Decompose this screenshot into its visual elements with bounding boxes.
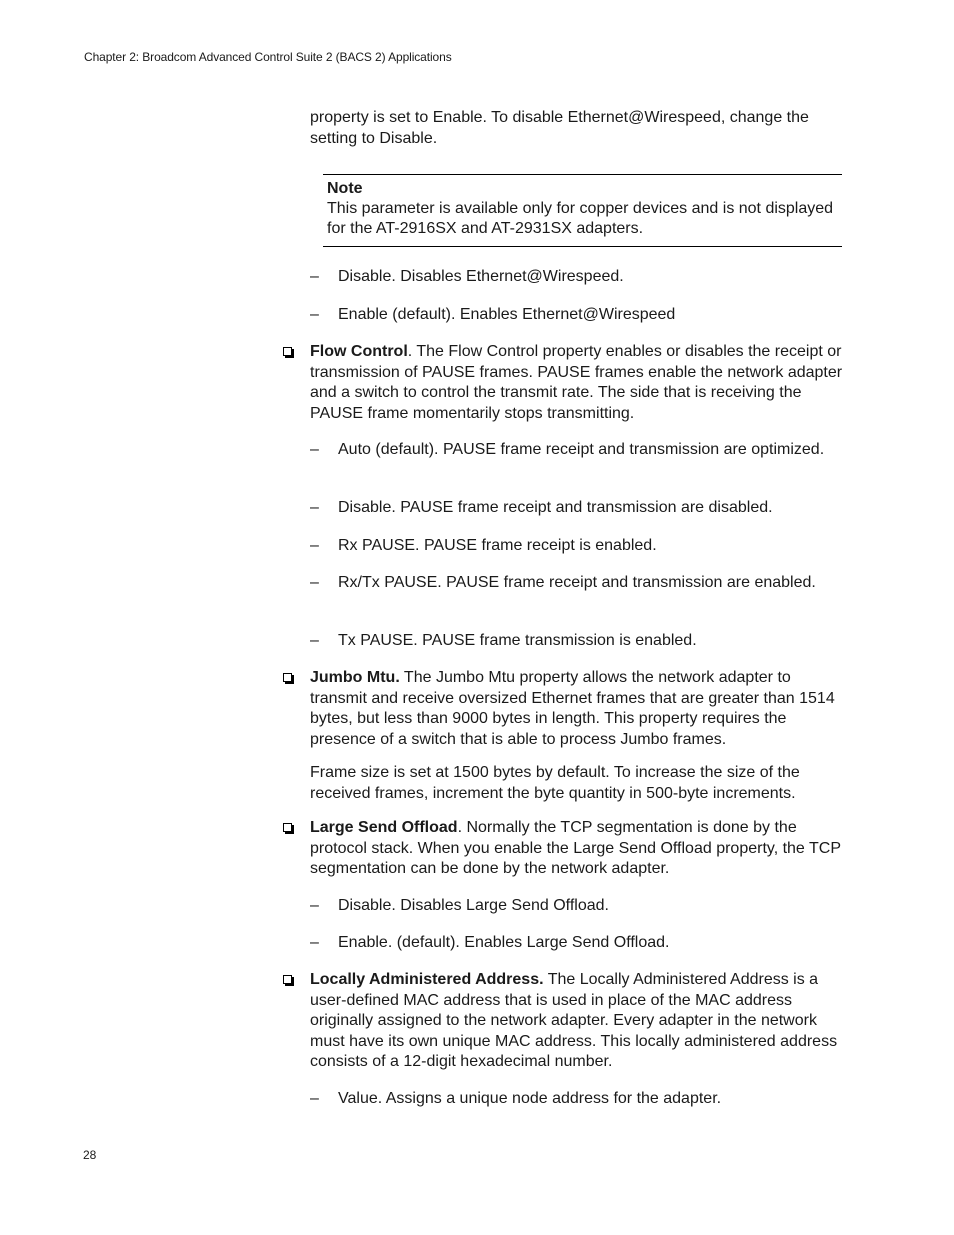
option-text: Auto (default). PAUSE frame receipt and transmission are optimized. bbox=[338, 441, 825, 458]
term-description: . The Flow Control property enables or disables the receipt or transmission of PAUSE frames. PAUSE frames enable the network adapter and a switch to control the transmit rate. The side that is receiving the PAUSE frame momentarily stops transmitting. bbox=[310, 343, 843, 422]
dash-mark: – bbox=[310, 574, 319, 591]
square-bullet-icon bbox=[283, 673, 292, 682]
dash-mark: – bbox=[310, 632, 319, 649]
flow-control-item bbox=[310, 342, 846, 424]
term-description: The Jumbo Mtu property allows the network adapter to transmit and receive oversized Ethernet frames that are greater than 1514 bytes, but less than 9000 bytes in length. This property requires the presence of a switch that is able to process Jumbo frames. bbox=[310, 669, 835, 748]
option-text: Disable. Disables Large Send Offload. bbox=[338, 897, 609, 914]
option-text: Rx PAUSE. PAUSE frame receipt is enabled. bbox=[338, 537, 657, 554]
dash-mark: – bbox=[310, 897, 319, 914]
option-text: Enable (default). Enables Ethernet@Wirespeed bbox=[338, 306, 676, 323]
dash-mark: – bbox=[310, 499, 319, 516]
note-title: Note bbox=[327, 180, 363, 197]
page-header: Chapter 2: Broadcom Advanced Control Suite 2 (BACS 2) Applications bbox=[84, 50, 452, 64]
option-text: Disable. Disables Ethernet@Wirespeed. bbox=[338, 268, 624, 285]
dash-mark: – bbox=[310, 268, 319, 285]
term-heading: Jumbo Mtu. bbox=[310, 669, 400, 686]
option-text: Value. Assigns a unique node address for the adapter. bbox=[338, 1090, 722, 1107]
term-description: . Normally the TCP segmentation is done by the protocol stack. When you enable the Large Send Offload property, the TCP segmentation can be done by the network adapter. bbox=[310, 819, 841, 877]
dash-mark: – bbox=[310, 537, 319, 554]
dash-mark: – bbox=[310, 1090, 319, 1107]
intro-paragraph: property is set to Enable. To disable Ethernet@Wirespeed, change the setting to Disable. bbox=[310, 109, 809, 147]
dash-mark: – bbox=[310, 306, 319, 323]
locally-administered-item bbox=[310, 970, 846, 1073]
large-send-offload-item bbox=[310, 818, 846, 880]
option-text: Disable. PAUSE frame receipt and transmission are disabled. bbox=[338, 499, 773, 516]
option-text: Tx PAUSE. PAUSE frame transmission is enabled. bbox=[338, 632, 697, 649]
term-description: The Locally Administered Address is a user-defined MAC address that is used in place of the MAC address originally assigned to the network adapter. Every adapter in the network must have its own unique MAC address. This locally administered address consists of a 12-digit hexadecimal number. bbox=[310, 971, 838, 1070]
note-box bbox=[323, 174, 842, 247]
note-body: This parameter is available only for copper devices and is not displayed for the AT-2916SX and AT-2931SX adapters. bbox=[327, 200, 834, 237]
page-number: 28 bbox=[83, 1148, 97, 1162]
option-text: Enable. (default). Enables Large Send Offload. bbox=[338, 934, 670, 951]
option-text: Rx/Tx PAUSE. PAUSE frame receipt and transmission are enabled. bbox=[338, 574, 816, 591]
square-bullet-icon bbox=[283, 975, 292, 984]
dash-mark: – bbox=[310, 441, 319, 458]
square-bullet-icon bbox=[283, 823, 292, 832]
dash-mark: – bbox=[310, 934, 319, 951]
term-heading: Flow Control bbox=[310, 343, 408, 360]
jumbo-mtu-item bbox=[310, 668, 846, 750]
term-heading: Large Send Offload bbox=[310, 819, 458, 836]
term-heading: Locally Administered Address. bbox=[310, 971, 544, 988]
square-bullet-icon bbox=[283, 347, 292, 356]
jumbo-mtu-extra: Frame size is set at 1500 bytes by default. To increase the size of the received frames, increment the byte quantity in 500-byte increments. bbox=[310, 764, 800, 802]
